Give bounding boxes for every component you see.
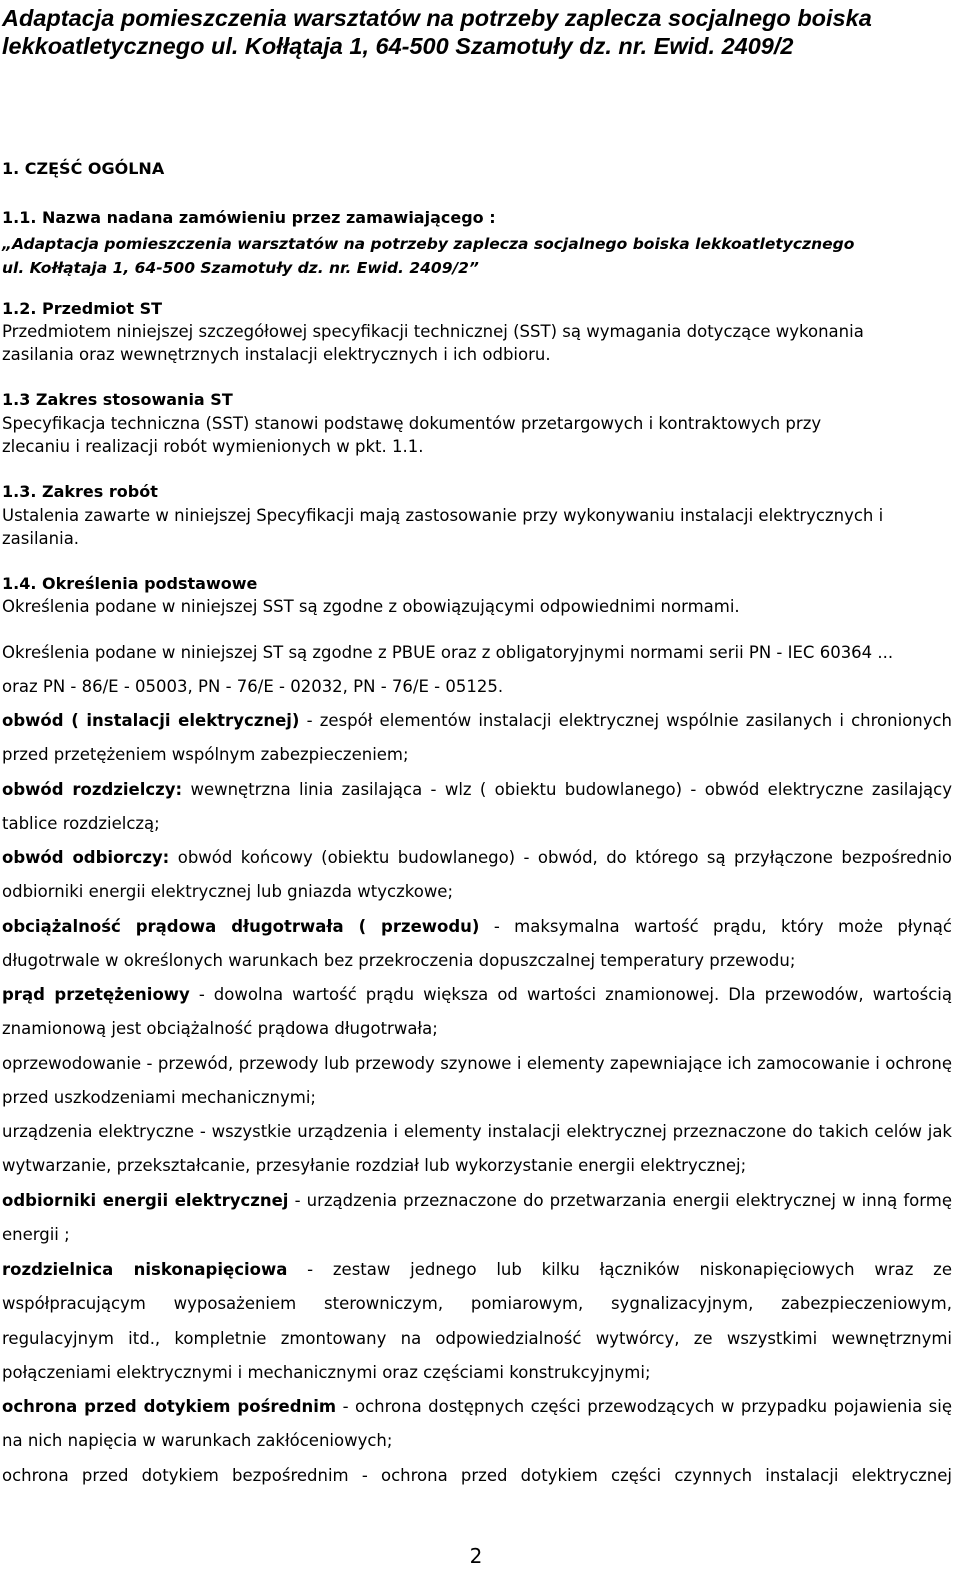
works-line-1: Ustalenia zawarte w niniejszej Specyfikacji mają zastosowanie przy wykonywaniu instalacji elektrycznych i xyxy=(2,506,884,525)
section-heading-1-4: 1.4. Określenia podstawowe xyxy=(2,574,258,593)
definition-direct-contact xyxy=(2,1459,952,1493)
definition-term: obciążalność prądowa długotrwała ( przewodu) xyxy=(2,917,480,936)
definition-current-capacity xyxy=(2,910,952,979)
definition-text: wewnętrzna linia zasilająca - wlz ( obiektu budowlanego) - obwód elektryczne zasilający tablice rozdzielczą; xyxy=(2,780,952,834)
works-line-2: zasilania. xyxy=(2,529,80,548)
definition-term: obwód ( instalacji elektrycznej) xyxy=(2,711,300,730)
definition-term: obwód rozdzielczy: xyxy=(2,780,183,799)
section-heading-general: 1. CZĘŚĆ OGÓLNA xyxy=(2,159,165,178)
scope-line-2: zlecaniu i realizacji robót wymienionych w pkt. 1.1. xyxy=(2,437,424,456)
definition-circuit xyxy=(2,704,952,773)
section-heading-1-2: 1.2. Przedmiot ST xyxy=(2,299,163,318)
definition-term: ochrona przed dotykiem pośrednim xyxy=(2,1397,337,1416)
definition-term: obwód odbiorczy: xyxy=(2,848,170,867)
definition-text: ochrona przed dotykiem bezpośrednim - ochrona przed dotykiem części czynnych instalacji elektrycznej xyxy=(2,1466,952,1485)
definition-text: oprzewodowanie - przewód, przewody lub przewody szynowe i elementy zapewniające ich zamocowanie i ochronę przed uszkodzeniami mechanicznymi; xyxy=(2,1054,952,1108)
definitions-intro-line-3: oraz PN - 86/E - 05003, PN - 76/E - 02032, PN - 76/E - 05125. xyxy=(2,677,504,696)
definition-term: odbiorniki energii elektrycznej xyxy=(2,1191,289,1210)
definition-text: - maksymalna wartość prądu, który może płynąć długotrwale w określonych warunkach bez przekroczenia dopuszczalnej temperatury przewodu; xyxy=(2,917,952,971)
definition-electrical-devices xyxy=(2,1115,952,1184)
definition-text: - dowolna wartość prądu większa od wartości znamionowej. Dla przewodów, wartością znamionową jest obciążalność prądowa długotrwała; xyxy=(2,985,952,1039)
section-heading-1-3: 1.3 Zakres stosowania ST xyxy=(2,390,233,409)
definition-wiring xyxy=(2,1047,952,1116)
document-title: Adaptacja pomieszczenia warsztatów na potrzeby zaplecza socjalnego boiska lekkoatletycznego ul. Kołłątaja 1, 64-500 Szamotuły dz. nr. Ewid. 2409/2 xyxy=(2,5,872,59)
definition-text: - zespół elementów instalacji elektrycznej wspólnie zasilanych i chronionych przed przetężeniem wspólnym zabezpieczeniem; xyxy=(2,711,952,765)
order-name-line-2: ul. Kołłątaja 1, 64-500 Szamotuły dz. nr. Ewid. 2409/2” xyxy=(2,259,479,277)
definition-text: - urządzenia przeznaczone do przetwarzania energii elektrycznej w inną formę energii ; xyxy=(2,1191,952,1245)
definition-term: prąd przetężeniowy xyxy=(2,985,190,1004)
definition-indirect-contact xyxy=(2,1390,952,1459)
definition-energy-receivers xyxy=(2,1184,952,1253)
definitions-intro-line-2: Określenia podane w niniejszej ST są zgodne z PBUE oraz z obligatoryjnymi normami serii PN - IEC 60364 ... xyxy=(2,643,894,662)
subject-line-1: Przedmiotem niniejszej szczegółowej specyfikacji technicznej (SST) są wymagania dotyczące wykonania xyxy=(2,322,864,341)
definition-overcurrent xyxy=(2,978,952,1047)
scope-line-1: Specyfikacja techniczna (SST) stanowi podstawę dokumentów przetargowych i kontraktowych przy xyxy=(2,414,822,433)
subject-line-2: zasilania oraz wewnętrznych instalacji elektrycznych i ich odbioru. xyxy=(2,345,551,364)
section-heading-works: 1.3. Zakres robót xyxy=(2,482,158,501)
definition-text: - zestaw jednego lub kilku łączników niskonapięciowych wraz ze współpracującym wyposażeniem sterowniczym, pomiarowym, sygnalizacyjnym, zabezpieczeniowym, regulacyjnym itd., kompletnie zmontowany na odpowiedzialność wytwórcy, ze wszystkimi wewnętrznymi połączeniami elektrycznymi i mechanicznymi oraz częściami konstrukcyjnymi; xyxy=(2,1260,952,1382)
definitions-intro-line-1: Określenia podane w niniejszej SST są zgodne z obowiązującymi odpowiednimi normami. xyxy=(2,597,740,616)
definition-term: rozdzielnica niskonapięciowa xyxy=(2,1260,288,1279)
definition-text: urządzenia elektryczne - wszystkie urządzenia i elementy instalacji elektrycznej przeznaczone do takich celów jak wytwarzanie, przekształcanie, przesyłanie rozdział lub wykorzystanie energii elektrycznej; xyxy=(2,1122,952,1176)
definition-distribution-circuit xyxy=(2,773,952,842)
definition-receiver-circuit xyxy=(2,841,952,910)
definition-text: - ochrona dostępnych części przewodzących w przypadku pojawienia się na nich napięcia w warunkach zakłóceniowych; xyxy=(2,1397,952,1451)
order-name-line-1: „Adaptacja pomieszczenia warsztatów na potrzeby zaplecza socjalnego boiska lekkoatletycznego xyxy=(2,235,855,253)
section-heading-1-1: 1.1. Nazwa nadana zamówieniu przez zamawiającego : xyxy=(2,208,496,227)
definition-text: obwód końcowy (obiektu budowlanego) - obwód, do którego są przyłączone bezpośrednio odbiorniki energii elektrycznej lub gniazda wtyczkowe; xyxy=(2,848,952,902)
page-number: 2 xyxy=(469,1544,483,1568)
definition-lv-switchgear xyxy=(2,1253,952,1390)
